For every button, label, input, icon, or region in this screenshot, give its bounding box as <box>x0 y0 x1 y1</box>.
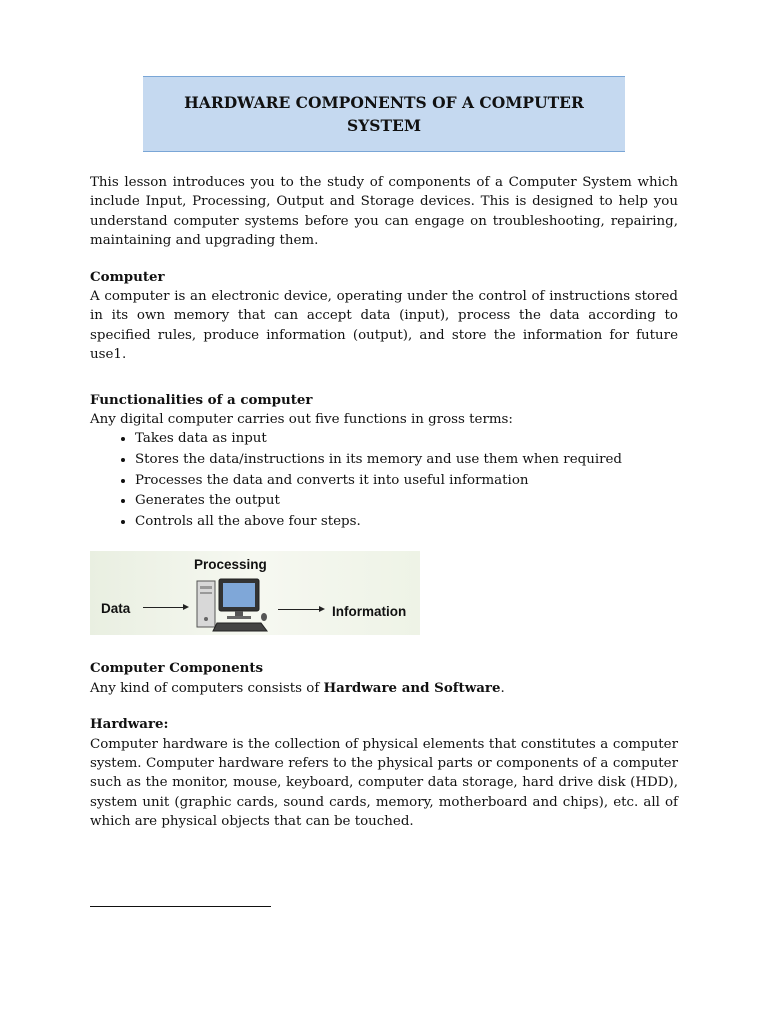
hardware-paragraph: Computer hardware is the collection of physical elements that constitutes a computer system. Computer hardware refers to the physical parts or components of a computer such as the monitor, mouse, keyboard, computer data storage, hard drive disk (HDD), system unit (graphic cards, sound cards, memory, motherboard and chips), etc. all of which are physical objects that can be touched. <box>90 736 678 830</box>
functionalities-heading: Functionalities of a computer <box>90 391 313 408</box>
list-item: • Processes the data and converts it into useful information <box>135 471 678 492</box>
hardware-software-emphasis: Hardware and Software <box>323 679 501 696</box>
processing-label: Processing <box>194 557 267 573</box>
functionalities-lead: Any digital computer carries out five functions in gross terms: <box>90 412 513 428</box>
title-box <box>143 76 625 152</box>
computer-paragraph: A computer is an electronic device, operating under the control of instructions stored in its own memory that can accept data (input), process the data according to specified rules, produce information (output), and store the information for future use1. <box>90 289 678 363</box>
document-body <box>90 173 678 832</box>
list-item: • Generates the output <box>135 491 678 512</box>
list-item: • Stores the data/instructions in its memory and use them when required <box>135 450 678 471</box>
list-item: • Takes data as input <box>135 429 678 450</box>
components-heading: Computer Components <box>90 660 264 677</box>
data-label: Data <box>101 601 131 617</box>
footnote-separator <box>90 906 271 907</box>
list-item: • Controls all the above four steps. <box>135 512 678 533</box>
functions-list <box>90 429 678 532</box>
data-arrow <box>143 607 187 608</box>
hardware-heading: Hardware: <box>90 716 169 733</box>
desktop-computer-icon <box>195 577 270 633</box>
page-title: HARDWARE COMPONENTS OF A COMPUTER SYSTEM <box>184 93 584 135</box>
information-label: Information <box>332 604 407 620</box>
computer-heading: Computer <box>90 268 165 285</box>
components-paragraph: Any kind of computers consists of Hardware and Software. <box>90 679 505 696</box>
information-arrow <box>278 609 323 610</box>
processing-diagram <box>90 551 420 635</box>
intro-paragraph: This lesson introduces you to the study of components of a Computer System which include Input, Processing, Output and Storage devices. This is designed to help you understand computer systems before you can engage on troubleshooting, repairing, maintaining and upgrading them. <box>90 175 678 249</box>
